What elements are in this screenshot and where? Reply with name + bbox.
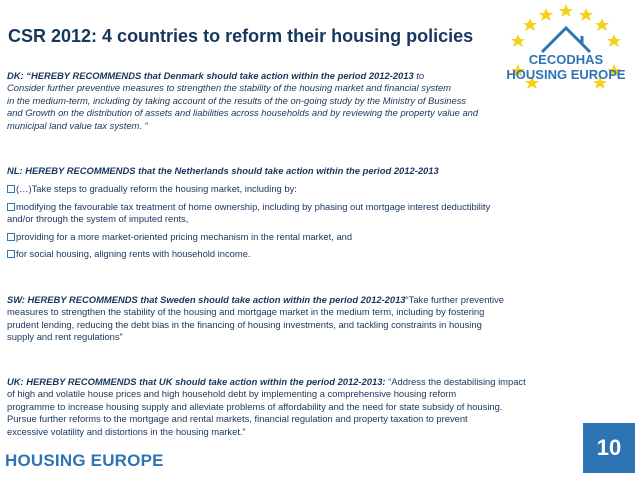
checkbox-bullet-icon [7, 185, 15, 193]
nl-heading: NL: HEREBY RECOMMENDS that the Netherlands should take action within the period 2012-2013 [7, 165, 439, 176]
uk-line: Pursue further reforms to the mortgage and rental markets, financial regulation and property taxation to prevent [7, 413, 468, 425]
checkbox-bullet-icon [7, 250, 15, 258]
star-icon [607, 34, 621, 47]
dk-line: and Growth on the distribution of assets and liabilities across households and by reviewing the property value and [7, 107, 479, 119]
dk-line: Consider further preventive measures to strengthen the stability of the housing market and financial system [7, 82, 451, 94]
recommendations-body [7, 64, 577, 437]
uk-line: “Address the destabilising impact [385, 376, 526, 387]
sw-line: supply and rent regulations” [7, 331, 123, 343]
nl-item-text: for social housing, aligning rents with household income. [16, 248, 251, 260]
sw-recommendation [7, 294, 504, 344]
nl-item [7, 201, 490, 213]
star-icon [539, 8, 553, 21]
star-icon [523, 18, 537, 31]
nl-item [7, 231, 490, 243]
nl-item [7, 183, 490, 195]
sw-line: measures to strengthen the stability of the housing and mortgage market in the medium term, including by fostering [7, 306, 485, 318]
nl-item-text: (…)Take steps to gradually reform the housing market, including by: [16, 183, 297, 195]
dk-line: in the medium-term, including by taking account of the results of the on-going study by the Ministry of Business [7, 94, 467, 106]
nl-recommendation [7, 165, 490, 260]
sw-line: “Take further preventive [405, 294, 504, 305]
dk-recommendation [7, 70, 478, 132]
footer-brand: HOUSING EUROPE [5, 451, 164, 470]
slide-title: CSR 2012: 4 countries to reform their housing policies [8, 26, 474, 46]
checkbox-bullet-icon [7, 203, 15, 211]
sw-heading: SW: HEREBY RECOMMENDS that Sweden should take action within the period 2012-2013 [7, 294, 406, 305]
dk-heading: DK: “HEREBY RECOMMENDS that Denmark should take action within the period 2012-2013 [7, 70, 414, 81]
star-icon [595, 18, 609, 31]
nl-item-text: modifying the favourable tax treatment of home ownership, including by phasing out mortgage interest deductibility [16, 200, 491, 212]
logo-line1: CECODHAS [528, 52, 604, 67]
sw-line: prudent lending, reducing the debt bias in the financing of housing investments, and tackling constraints in housing [7, 318, 482, 330]
uk-line: programme to increase housing supply and alleviate problems of affordability and the need for state subsidy of housing. [7, 400, 503, 412]
uk-recommendation [7, 376, 526, 438]
nl-item [7, 248, 490, 260]
dk-line: municipal land value tax system. “ [7, 119, 148, 131]
star-icon [559, 4, 573, 17]
nl-item-text: providing for a more market-oriented pricing mechanism in the rental market, and [16, 230, 353, 242]
star-icon [579, 8, 593, 21]
checkbox-bullet-icon [7, 233, 15, 241]
nl-item-cont: and/or through the system of imputed rents, [7, 213, 189, 225]
uk-heading: UK: HEREBY RECOMMENDS that UK should take action within the period 2012-2013: [7, 376, 386, 387]
uk-line: excessive volatility and distortions in the housing market.” [7, 425, 246, 437]
page-number: 10 [583, 423, 635, 473]
uk-line: of high and volatile house prices and high household debt by implementing a comprehensive housing reform [7, 388, 457, 400]
logo-line2: HOUSING EUROPE [506, 67, 626, 82]
dk-line: to [413, 70, 425, 81]
star-icon [511, 34, 525, 47]
